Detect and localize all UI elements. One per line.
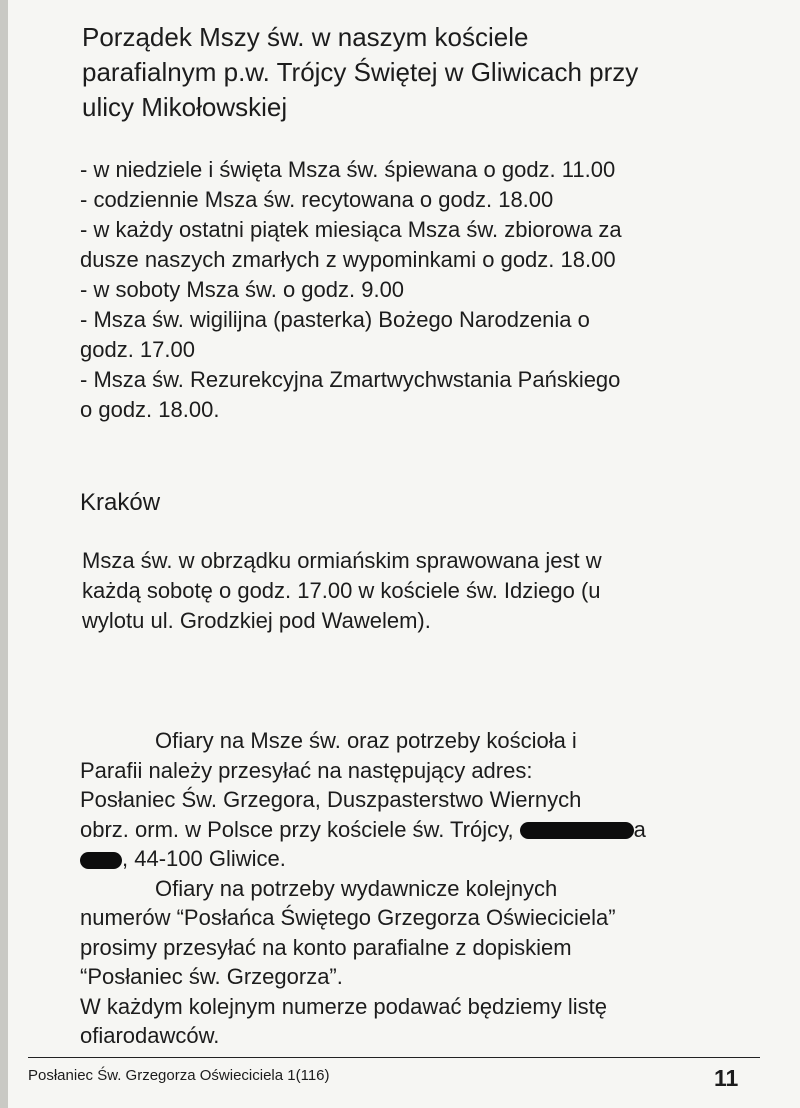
offer-line: prosimy przesyłać na konto parafialne z dopiskiem [80,934,572,960]
title-line: ulicy Mikołowskiej [82,92,288,122]
offer-line: Parafii należy przesyłać na następujący adres: [80,757,533,783]
footer-divider [28,1057,760,1058]
city-text: , 44-100 Gliwice. [122,846,286,871]
mass-schedule [80,155,770,425]
offer-address-line [80,815,770,845]
schedule-line: - codziennie Msza św. recytowana o godz. 18.00 [80,187,554,212]
krakow-line: wylotu ul. Grodzkiej pod Wawelem). [82,608,431,633]
redacted-house-number [80,852,122,869]
offer-line: Ofiary na Msze św. oraz potrzeby kościoła i [155,728,577,753]
section-heading-krakow: Kraków [80,489,161,516]
address-text-end: a [633,816,646,842]
offer-line: Ofiary na potrzeby wydawnicze kolejnych [155,875,558,901]
footer-publication: Posłaniec Św. Grzegorza Oświeciciela 1(116) [28,1067,330,1084]
address-text: obrz. orm. w Polsce przy kościele św. Trójcy, [80,816,514,842]
schedule-line: - w każdy ostatni piątek miesiąca Msza św. zbiorowa za [80,217,622,242]
page-number: 11 [714,1065,739,1091]
schedule-line: - w niedziele i święta Msza św. śpiewana o godz. 11.00 [80,157,616,182]
title-line: parafialnym p.w. Trójcy Świętej w Gliwicach przy [82,57,639,87]
offer-line: W każdym kolejnym numerze podawać będziemy listę [80,993,607,1019]
scan-edge-shadow [0,0,8,1108]
schedule-line: godz. 17.00 [80,337,195,362]
offer-line: Posłaniec Św. Grzegora, Duszpasterstwo Wiernych [80,787,582,812]
title-line: Porządek Mszy św. w naszym kościele [82,22,529,52]
schedule-line: - Msza św. wigilijna (pasterka) Bożego Narodzenia o [80,307,590,332]
schedule-line: o godz. 18.00. [80,397,220,422]
offer-line: ofiarodawców. [80,1023,220,1048]
krakow-line: Msza św. w obrządku ormiańskim sprawowana jest w [82,548,602,573]
offer-line: numerów “Posłańca Świętego Grzegorza Oświeciciela” [80,905,616,930]
schedule-line: - w soboty Msza św. o godz. 9.00 [80,277,405,302]
krakow-paragraph [82,546,762,636]
krakow-line: każdą sobotę o godz. 17.00 w kościele św. Idziego (u [82,578,601,603]
schedule-line: dusze naszych zmarłych z wypominkami o godz. 18.00 [80,247,616,272]
offer-city-line [80,844,770,874]
redacted-street [520,822,634,839]
schedule-line: - Msza św. Rezurekcyjna Zmartwychwstania Pańskiego [80,367,621,392]
offerings-paragraph [80,726,770,1051]
section-title-gliwice [82,20,762,125]
offer-line: “Posłaniec św. Grzegorza”. [80,964,343,989]
